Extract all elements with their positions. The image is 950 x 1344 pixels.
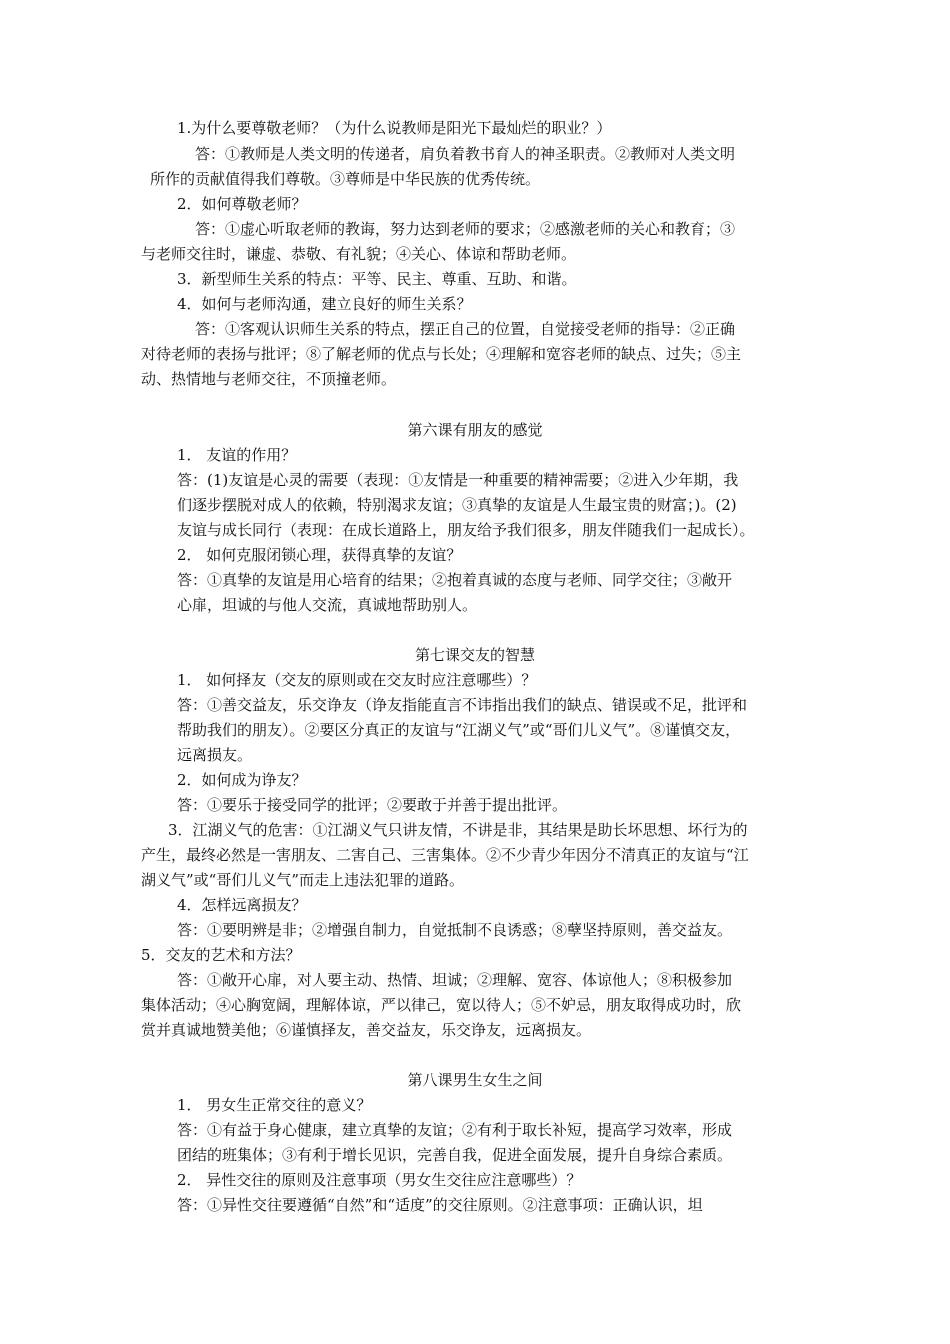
question-4: 4．如何与老师沟通，建立良好的师生关系？	[177, 295, 472, 313]
l6-answer-1-line-2: 们逐步摆脱对成人的依赖，特别渴求友谊；③真挚的友谊是人生最宝贵的财富；)。(2)	[177, 496, 737, 514]
l8-answer-1-line-2: 团结的班集体；③有利于增长见识，完善自我，促进全面发展，提升自身综合素质。	[177, 1146, 733, 1164]
l7-answer-5-line-2: 集体活动；④心胸宽阔，理解体谅，严以律己，宽以待人；⑤不妒忌，朋友取得成功时，欣	[141, 996, 742, 1014]
l8-question-2: 2． 异性交往的原则及注意事项（男女生交往应注意哪些）？	[177, 1171, 582, 1189]
l7-answer-1-line-2: 帮助我们的朋友）。②要区分真正的友谊与“江湖义气”或“哥们儿义气”。⑧谨慎交友，	[177, 721, 741, 739]
l6-answer-2-line-2: 心扉，坦诚的与他人交流，真诚地帮助别人。	[177, 596, 478, 614]
l7-answer-4: 答：①要明辨是非；②增强自制力，自觉抵制不良诱惑；⑧孽坚持原则，善交益友。	[177, 921, 733, 939]
answer-2-line-1: 答：①虚心听取老师的教诲，努力达到老师的要求；②感激老师的关心和教育；③	[195, 220, 736, 238]
answer-4-line-3: 动、热情地与老师交往，不顶撞老师。	[141, 370, 397, 388]
l7-answer-1-line-1: 答：①善交益友，乐交诤友（诤友指能直言不讳指出我们的缺点、错误或不足，批评和	[177, 696, 748, 714]
item-3: 3．新型师生关系的特点：平等、民主、尊重、互助、和谐。	[177, 270, 577, 288]
lesson-6-heading: 第六课有朋友的感觉	[407, 421, 543, 439]
l7-answer-5-line-3: 赏并真诚地赞美他；⑥谨慎择友，善交益友，乐交诤友，远离损友。	[141, 1021, 592, 1039]
lesson-8-heading: 第八课男生女生之间	[407, 1071, 543, 1089]
l8-answer-2-line-1: 答：①异性交往要遵循“自然”和“适度”的交往原则。②注意事项：正确认识，坦	[177, 1196, 703, 1214]
l6-question-1: 1． 友谊的作用？	[177, 446, 297, 464]
l7-question-1: 1． 如何择友（交友的原则或在交友时应注意哪些）？	[177, 671, 537, 689]
l7-question-2: 2．如何成为诤友？	[177, 771, 307, 789]
l7-question-5: 5．交友的艺术和方法？	[141, 946, 301, 964]
l8-answer-1-line-1: 答：①有益于身心健康，建立真挚的友谊；②有利于取长补短，提高学习效率，形成	[177, 1121, 733, 1139]
answer-1-line-2: 所作的贡献值得我们尊敬。③尊师是中华民族的优秀传统。	[150, 170, 541, 188]
l7-item-3-line-3: 湖义气”或“哥们儿义气”而走上违法犯罪的道路。	[141, 871, 465, 889]
l7-question-4: 4．怎样远离损友？	[177, 896, 307, 914]
answer-2-line-2: 与老师交往时，谦虚、恭敬、有礼貌；④关心、体谅和帮助老师。	[141, 245, 577, 263]
question-2: 2．如何尊敬老师？	[177, 195, 307, 213]
l6-answer-1-line-3: 友谊与成长同行（表现：在成长道路上，朋友给予我们很多，朋友伴随我们一起成长）。	[177, 521, 755, 539]
answer-1-line-1: 答：①教师是人类文明的传递者，肩负着教书育人的神圣职责。②教师对人类文明	[195, 145, 736, 163]
l6-question-2: 2． 如何克服闭锁心理，获得真挚的友谊？	[177, 546, 462, 564]
l6-answer-1-line-1: 答：(1)友谊是心灵的需要（表现：①友情是一种重要的精神需要；②进入少年期，我	[177, 471, 739, 489]
l7-answer-1-line-3: 远离损友。	[177, 746, 253, 764]
l7-item-3-line-2: 产生，最终必然是一害朋友、二害自己、三害集体。②不少青少年因分不清真正的友谊与“江	[141, 846, 749, 864]
l7-answer-2: 答：①要乐于接受同学的批评；②要敢于并善于提出批评。	[177, 796, 568, 814]
l7-answer-5-line-1: 答：①敞开心扉，对人要主动、热情、坦诚；②理解、宽容、体谅他人；⑧积极参加	[177, 971, 733, 989]
l6-answer-2-line-1: 答：①真挚的友谊是用心培育的结果；②抱着真诚的态度与老师、同学交往；③敞开	[177, 571, 733, 589]
answer-4-line-2: 对待老师的表扬与批评；⑧了解老师的优点与长处；④理解和宽容老师的缺点、过失；⑤主	[141, 345, 742, 363]
question-1: 1.为什么要尊敬老师？（为什么说教师是阳光下最灿烂的职业？）	[177, 119, 612, 137]
answer-4-line-1: 答：①客观认识师生关系的特点，摆正自己的位置，自觉接受老师的指导：②正确	[195, 320, 736, 338]
lesson-7-heading: 第七课交友的智慧	[414, 646, 535, 664]
l8-question-1: 1． 男女生正常交往的意义？	[177, 1096, 372, 1114]
l7-item-3-line-1: 3．江湖义气的危害：①江湖义气只讲友情，不讲是非，其结果是助长坏思想、坏行为的	[168, 821, 748, 839]
